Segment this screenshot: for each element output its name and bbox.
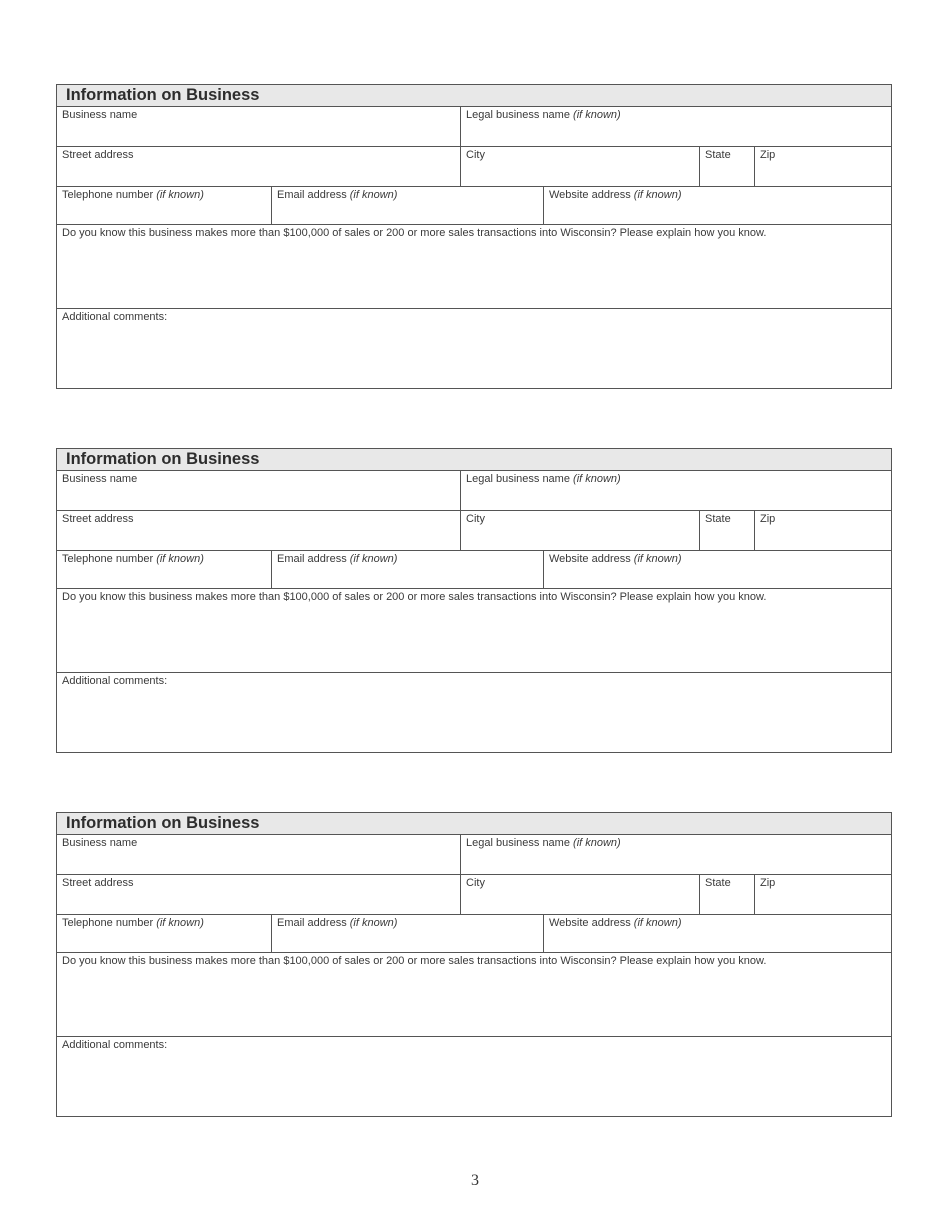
street-address-label: Street address [62,877,134,889]
legal-business-name-label: Legal business name [466,473,570,485]
city-label: City [466,149,485,161]
street-address-label: Street address [62,149,134,161]
legal-business-name-note: (if known) [573,837,621,849]
page-number: 3 [471,1172,479,1189]
additional-comments-field[interactable] [57,1037,891,1116]
legal-business-name-field[interactable] [461,107,891,146]
business-name-field[interactable] [57,471,460,510]
sales-threshold-question-label: Do you know this business makes more than $100,000 of sales or 200 or more sales transactions into Wisconsin? Please explain how you know. [62,227,767,239]
legal-business-name-label: Legal business name [466,109,570,121]
telephone-field[interactable] [57,187,271,224]
additional-comments-field[interactable] [57,309,891,388]
legal-business-name-note: (if known) [573,109,621,121]
website-note: (if known) [633,917,682,929]
legal-business-name-field[interactable] [461,835,891,874]
street-address-field[interactable] [57,875,460,914]
section-header [57,813,891,835]
website-field[interactable] [544,915,891,952]
telephone-field[interactable] [57,915,271,952]
zip-label: Zip [760,877,776,889]
telephone-label: Telephone number [62,553,154,565]
telephone-note: (if known) [156,917,204,929]
legal-business-name-field[interactable] [461,471,891,510]
legal-business-name-label: Legal business name [466,837,570,849]
additional-comments-label: Additional comments: [62,1039,168,1051]
business-info-section-2 [56,448,892,753]
city-field[interactable] [461,511,699,550]
street-address-label: Street address [62,513,134,525]
email-field[interactable] [272,551,543,588]
sales-threshold-question-field[interactable] [57,589,891,672]
telephone-field[interactable] [57,551,271,588]
website-note: (if known) [633,553,682,565]
city-label: City [466,877,485,889]
section-header [57,85,891,107]
business-info-section-1 [56,84,892,389]
telephone-label: Telephone number [62,189,154,201]
city-field[interactable] [461,875,699,914]
email-note: (if known) [349,189,398,201]
email-note: (if known) [349,917,398,929]
state-label: State [705,513,731,525]
sales-threshold-question-field[interactable] [57,953,891,1036]
business-info-section-3 [56,812,892,1117]
website-label: Website address [549,189,631,201]
email-label: Email address [277,189,347,201]
state-field[interactable] [700,147,754,186]
section-header [57,449,891,471]
sales-threshold-question-label: Do you know this business makes more than $100,000 of sales or 200 or more sales transactions into Wisconsin? Please explain how you know. [62,955,767,967]
website-field[interactable] [544,187,891,224]
business-name-field[interactable] [57,835,460,874]
sales-threshold-question-field[interactable] [57,225,891,308]
email-label: Email address [277,553,347,565]
city-field[interactable] [461,147,699,186]
zip-field[interactable] [755,511,891,550]
additional-comments-label: Additional comments: [62,675,168,687]
website-field[interactable] [544,551,891,588]
business-name-label: Business name [62,837,138,849]
website-note: (if known) [633,189,682,201]
website-label: Website address [549,553,631,565]
website-label: Website address [549,917,631,929]
business-name-label: Business name [62,109,138,121]
state-field[interactable] [700,875,754,914]
zip-label: Zip [760,149,776,161]
zip-label: Zip [760,513,776,525]
additional-comments-field[interactable] [57,673,891,752]
legal-business-name-note: (if known) [573,473,621,485]
telephone-label: Telephone number [62,917,154,929]
telephone-note: (if known) [156,189,204,201]
additional-comments-label: Additional comments: [62,311,168,323]
section-title: Information on Business [66,450,260,468]
email-label: Email address [277,917,347,929]
sales-threshold-question-label: Do you know this business makes more than $100,000 of sales or 200 or more sales transactions into Wisconsin? Please explain how you know. [62,591,767,603]
section-title: Information on Business [66,814,260,832]
telephone-note: (if known) [156,553,204,565]
city-label: City [466,513,485,525]
street-address-field[interactable] [57,511,460,550]
street-address-field[interactable] [57,147,460,186]
email-field[interactable] [272,187,543,224]
business-name-label: Business name [62,473,138,485]
zip-field[interactable] [755,147,891,186]
zip-field[interactable] [755,875,891,914]
state-label: State [705,149,731,161]
state-label: State [705,877,731,889]
email-note: (if known) [349,553,398,565]
section-title: Information on Business [66,86,260,104]
email-field[interactable] [272,915,543,952]
state-field[interactable] [700,511,754,550]
business-name-field[interactable] [57,107,460,146]
